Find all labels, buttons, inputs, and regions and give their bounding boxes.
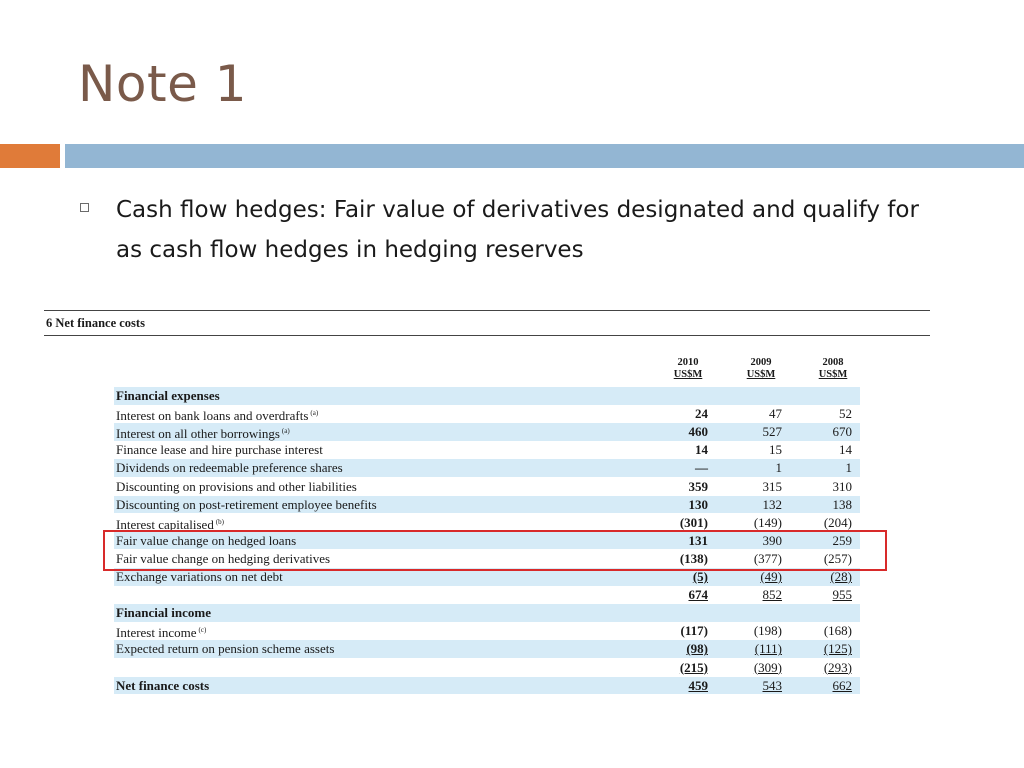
row-label-text: Interest income (116, 625, 197, 641)
row-value-2010: — (695, 460, 708, 476)
row-value-2009: 543 (762, 677, 782, 693)
row-value-2010: 24 (695, 406, 708, 422)
row-label (116, 677, 209, 695)
row-value-2009: 47 (769, 406, 782, 422)
row-value-2008: 310 (832, 478, 852, 494)
row-value-2008: 259 (832, 532, 852, 548)
row-label-text: Exchange variations on net debt (116, 569, 283, 584)
row-label-text: Net finance costs (116, 677, 210, 693)
row-value-2010: 460 (688, 424, 708, 440)
row-value-2009: (111) (754, 641, 782, 657)
row-value-2010: 459 (688, 677, 708, 693)
row-value-2008: 14 (839, 442, 852, 458)
row-footnote-marker: (a) (281, 427, 290, 436)
row-value-2008: 52 (839, 406, 852, 422)
table-row (114, 478, 860, 496)
row-label (116, 640, 334, 658)
row-footnote-marker: (b) (215, 517, 224, 526)
column-year: 2009 (750, 357, 772, 368)
row-value-2010: (117) (680, 623, 708, 639)
row-value-2009: 132 (762, 496, 782, 512)
row-label-text: Expected return on pension scheme assets (116, 641, 335, 657)
row-label (116, 459, 343, 477)
column-header-2010 (660, 357, 716, 381)
row-value-2010: 674 (688, 587, 708, 603)
row-value-2010: 14 (695, 442, 708, 458)
row-value-2010: (301) (679, 514, 708, 530)
table-row (114, 640, 860, 658)
row-label-text: Fair value change on hedging derivatives (116, 550, 331, 566)
table-row (114, 405, 860, 423)
row-value-2009: 15 (769, 442, 782, 458)
table-row (114, 441, 860, 459)
row-label-text: Financial income (116, 605, 211, 621)
column-header-2008 (805, 357, 861, 381)
row-label-text: Interest on bank loans and overdrafts (116, 408, 309, 424)
row-label (116, 441, 323, 459)
row-label-text: Interest capitalised (116, 516, 214, 532)
row-value-2009: 1 (775, 460, 782, 476)
row-value-2009: (309) (753, 659, 782, 675)
row-value-2010: 131 (688, 532, 708, 548)
row-value-2008: (257) (823, 550, 852, 566)
row-value-2009: 315 (762, 478, 782, 494)
row-value-2010: (215) (679, 659, 708, 675)
column-unit: US$M (673, 369, 703, 380)
figure-top-rule (44, 310, 930, 311)
row-label-text: Discounting on provisions and other liabilities (116, 478, 357, 494)
row-label-text: Fair value change on hedged loans (116, 532, 297, 548)
row-value-2009: 527 (762, 424, 782, 440)
row-footnote-marker: (a) (310, 409, 319, 418)
row-value-2008: (293) (823, 659, 852, 675)
table-row (114, 622, 860, 640)
table-row (114, 423, 860, 441)
column-header-2009 (733, 357, 789, 381)
row-label-text: Finance lease and hire purchase interest (116, 442, 323, 458)
row-value-2009: 852 (762, 587, 782, 603)
table-row (114, 677, 860, 695)
row-value-2009: (377) (753, 550, 782, 566)
row-value-2008: (28) (830, 569, 852, 584)
row-value-2008: 955 (832, 587, 852, 603)
row-label (116, 423, 290, 443)
figure-heading: 6 Net finance costs (46, 316, 145, 330)
column-year: 2008 (822, 357, 844, 368)
table-row (114, 387, 860, 405)
row-value-2009: 390 (762, 532, 782, 548)
table-row (114, 604, 860, 622)
table-row (114, 586, 860, 604)
column-year: 2010 (677, 357, 699, 368)
highlight-box (103, 530, 887, 571)
row-value-2010: 130 (688, 496, 708, 512)
row-value-2008: 138 (832, 496, 852, 512)
table-row (114, 659, 860, 677)
row-label (116, 387, 220, 405)
row-value-2008: 670 (832, 424, 852, 440)
row-value-2010: 359 (688, 478, 708, 494)
slide-title: Note 1 (78, 55, 248, 113)
row-label (116, 604, 211, 622)
row-label-text: Dividends on redeemable preference shares (116, 460, 343, 476)
row-label (116, 496, 377, 514)
table-row (114, 459, 860, 477)
row-value-2008: (204) (823, 514, 852, 530)
row-label-text: Discounting on post-retirement employee benefits (116, 496, 377, 512)
row-label (116, 405, 318, 425)
row-label (116, 478, 357, 496)
row-value-2009: (198) (753, 623, 782, 639)
row-value-2010: (138) (679, 550, 708, 566)
column-unit: US$M (818, 369, 848, 380)
table-row (114, 496, 860, 514)
bullet-text: Cash flow hedges: Fair value of derivatives designated and qualify for as cash flow hedges in hedging reserves (116, 197, 919, 263)
column-unit: US$M (746, 369, 776, 380)
row-value-2008: (168) (823, 623, 852, 639)
row-value-2008: 662 (832, 677, 852, 693)
row-label-text: Financial expenses (116, 388, 220, 403)
row-value-2010: (98) (686, 641, 708, 657)
table-row (114, 514, 860, 532)
row-label (116, 622, 206, 642)
row-footnote-marker: (c) (198, 626, 207, 635)
row-label-text: Interest on all other borrowings (116, 426, 280, 442)
row-value-2008: (125) (823, 641, 852, 657)
row-value-2010: (5) (692, 569, 708, 584)
row-value-2008: 1 (845, 460, 852, 476)
row-value-2009: (149) (753, 514, 782, 530)
figure-heading-rule (44, 335, 930, 336)
row-value-2009: (49) (760, 569, 782, 584)
